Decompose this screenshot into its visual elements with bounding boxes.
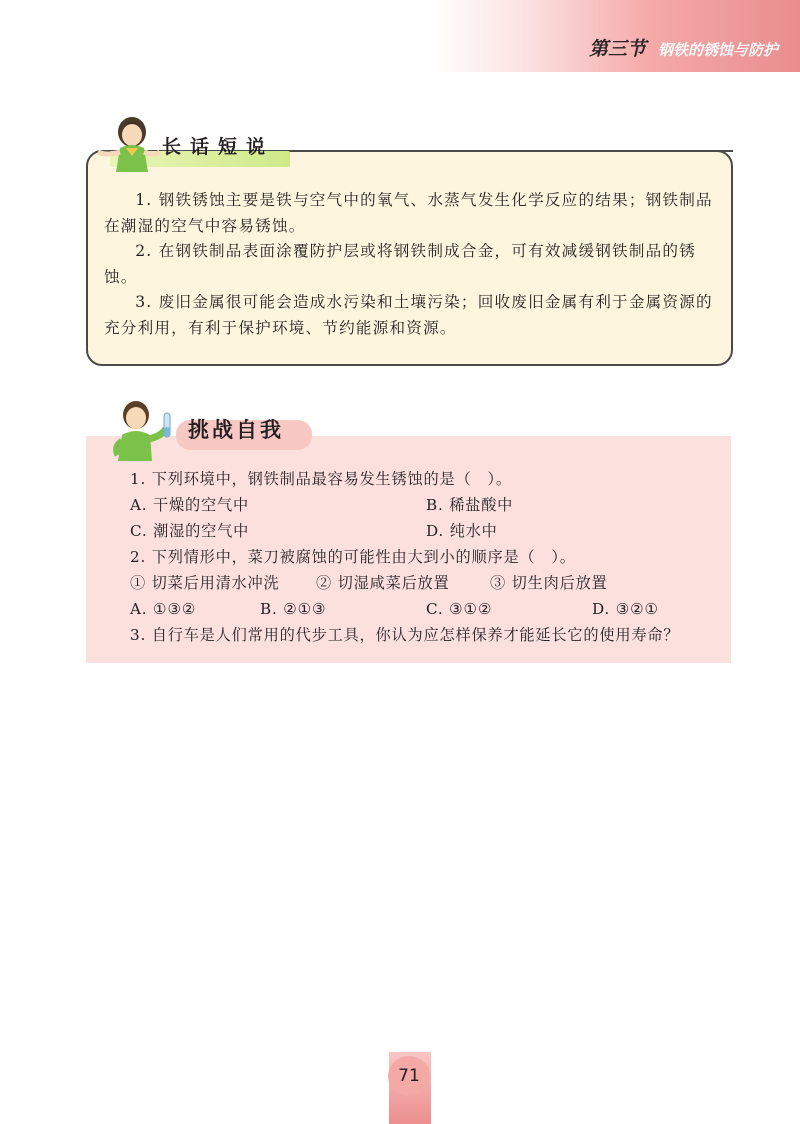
- q1-option-a: A. 干燥的空气中: [130, 496, 249, 514]
- q2-items-row: [130, 570, 710, 596]
- question-2: 2. 下列情形中，菜刀被腐蚀的可能性由大到小的顺序是（ ）。: [130, 548, 576, 566]
- heading-rule: [296, 150, 733, 152]
- q2-item-2: ② 切湿咸菜后放置: [316, 574, 450, 592]
- girl-illustration: [92, 112, 162, 174]
- summary-heading: 长话短说: [162, 136, 275, 158]
- running-header: [589, 34, 778, 61]
- challenge-text: [130, 466, 710, 648]
- question-1: 1. 下列环境中，钢铁制品最容易发生锈蚀的是（ ）。: [130, 470, 512, 488]
- q1-option-d: D. 纯水中: [426, 522, 498, 540]
- summary-text: [104, 188, 719, 341]
- q1-option-b: B. 稀盐酸中: [426, 496, 514, 514]
- q1-options-row1: [130, 492, 710, 518]
- q2-option-a: A. ①③②: [130, 600, 197, 618]
- summary-item: 1. 钢铁锈蚀主要是铁与空气中的氧气、水蒸气发生化学反应的结果；钢铁制品在潮湿的空气中容易锈蚀。: [104, 191, 713, 235]
- q2-option-d: D. ③②①: [592, 600, 659, 618]
- challenge-heading: 挑战自我: [188, 418, 284, 442]
- summary-item: 3. 废旧金属很可能会造成水污染和土壤污染；回收废旧金属有利于金属资源的充分利用，有利于保护环境、节约能源和资源。: [104, 293, 713, 337]
- page-number: 71: [388, 1056, 430, 1096]
- q1-option-c: C. 潮湿的空气中: [130, 522, 250, 540]
- q1-options-row2: [130, 518, 710, 544]
- q2-item-3: ③ 切生肉后放置: [490, 574, 608, 592]
- summary-item: 2. 在钢铁制品表面涂覆防护层或将钢铁制成合金，可有效减缓钢铁制品的锈蚀。: [104, 242, 697, 286]
- q2-option-b: B. ②①③: [260, 600, 327, 618]
- q2-options-row: [130, 596, 710, 622]
- q2-option-c: C. ③①②: [426, 600, 493, 618]
- section-title: 钢铁的锈蚀与防护: [657, 41, 778, 59]
- q2-item-1: ① 切菜后用清水冲洗: [130, 574, 280, 592]
- question-3: 3. 自行车是人们常用的代步工具，你认为应怎样保养才能延长它的使用寿命？: [130, 626, 680, 644]
- section-number: 第三节: [588, 38, 646, 60]
- summary-box: [86, 150, 733, 366]
- boy-illustration: [100, 395, 178, 463]
